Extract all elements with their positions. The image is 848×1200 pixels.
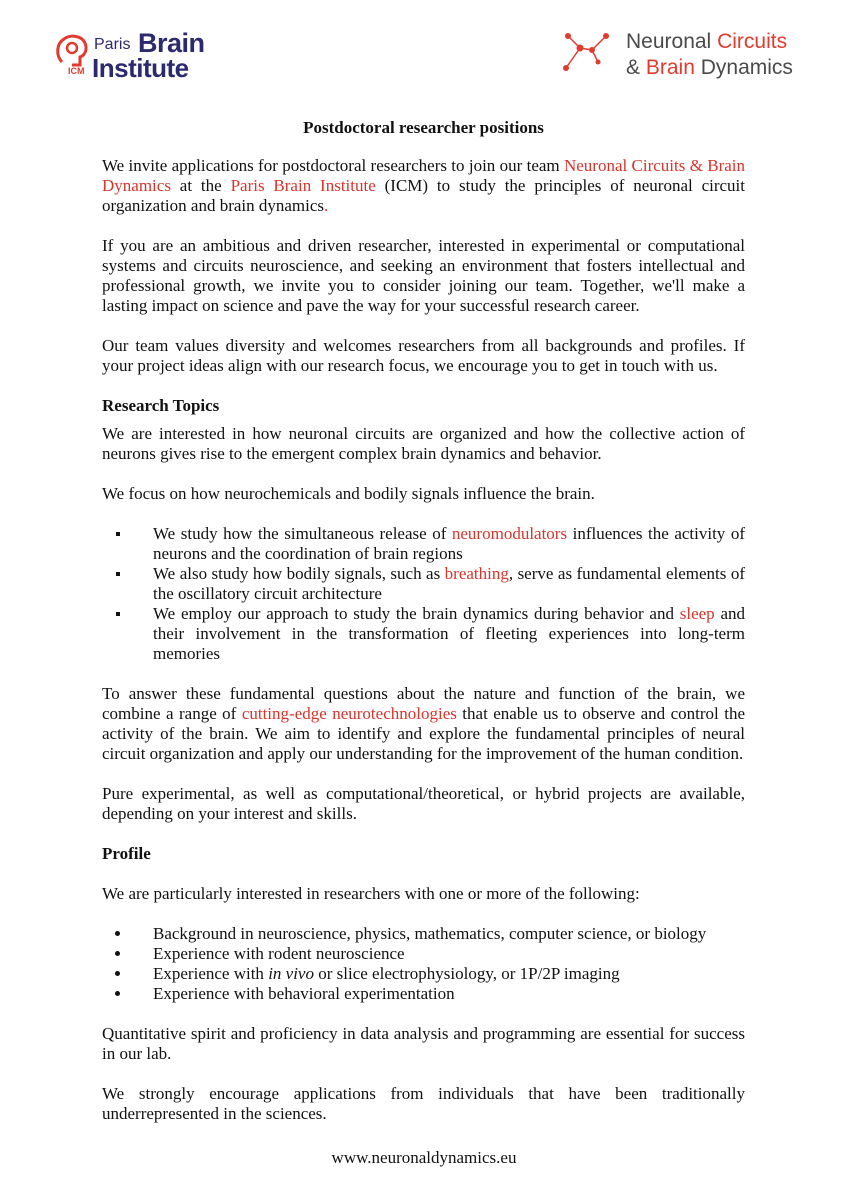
team-link[interactable]: Neuronal Circuits & Brain Dynamics [102, 156, 746, 195]
bullet-text: We study how the simultaneous release of [153, 524, 452, 543]
logo-text-paris: Paris [94, 36, 131, 53]
neuromodulators-link[interactable]: neuromodulators [451, 524, 568, 543]
list-item: Background in neuroscience, physics, mathematics, computer science, or biology [102, 924, 745, 944]
list-item [102, 964, 745, 984]
logo-word-amp: & [626, 56, 641, 79]
logo-word-circuits: Circuits [717, 30, 788, 53]
neuronal-circuits-logo [558, 26, 808, 82]
intro-text-1: We invite applications for postdoctoral researchers to join our team [102, 156, 564, 175]
profile-intro: We are particularly interested in researchers with one or more of the following: [102, 884, 640, 903]
profile-bullet-list [102, 924, 745, 1004]
research-paragraph-1: We are interested in how neuronal circuits are organized and how the collective action of neurons gives rise to the emergent complex brain dynamics and behavior. [102, 424, 745, 463]
logo-line-2 [626, 56, 793, 80]
page-title: Postdoctoral researcher positions [303, 118, 544, 137]
bullet-text: We employ our approach to study the brain dynamics during behavior and [153, 604, 680, 623]
logo-word-dynamics: Dynamics [700, 56, 793, 79]
ambition-paragraph: If you are an ambitious and driven researcher, interested in experimental or computational systems and circuits neuroscience, and seeking an environment that fosters intellectual and professional growth, we invite you to consider joining our team. Together, we'll make a lasting impact on science and pave the way for your successful research career. [102, 236, 745, 315]
intro-paragraph [102, 156, 745, 216]
diversity-paragraph: Our team values diversity and welcomes researchers from all backgrounds and profiles. If your project ideas align with our research focus, we encourage you to get in touch with us. [102, 336, 745, 375]
paris-brain-institute-logo [54, 26, 224, 82]
logo-line-1 [626, 30, 787, 54]
bullet-text: , serve as fundamental elements of the oscillatory circuit architecture [153, 564, 745, 603]
research-text: To answer these fundamental questions about the nature and function of the brain, we combine a range of [102, 684, 745, 723]
intro-text-2: at the [170, 176, 231, 195]
document-body [102, 118, 745, 1144]
profile-paragraph-2: We strongly encourage applications from individuals that have been traditionally underrepresented in the sciences. [102, 1084, 745, 1123]
profile-heading: Profile [102, 844, 151, 863]
bullet-text: Experience with [153, 964, 269, 983]
bullet-text: or slice electrophysiology, or 1P/2P imaging [313, 964, 620, 983]
bullet-text: We also study how bodily signals, such as [153, 564, 445, 583]
list-item [102, 604, 745, 664]
bullet-text: influences the activity of neurons and the coordination of brain regions [153, 524, 745, 563]
footer-website-link[interactable]: www.neuronaldynamics.eu [331, 1148, 517, 1167]
institute-link[interactable]: Paris Brain Institute [230, 176, 376, 195]
research-paragraph-4: Pure experimental, as well as computational/theoretical, or hybrid projects are available, depending on your interest and skills. [102, 784, 745, 823]
logo-word-brain: Brain [645, 56, 695, 79]
logo-text-icm: ICM [68, 66, 85, 76]
neurotechnologies-link[interactable]: cutting-edge neurotechnologies [241, 704, 457, 723]
research-topics-heading: Research Topics [102, 396, 220, 415]
list-item: Experience with rodent neuroscience [102, 944, 745, 964]
intro-text-3: (ICM) to study the principles of neuronal circuit organization and brain dynamics [102, 176, 745, 215]
list-item [102, 524, 745, 564]
neuron-network-icon [558, 28, 618, 78]
research-paragraph-2: We focus on how neurochemicals and bodily signals influence the brain. [102, 484, 595, 503]
profile-paragraph-1: Quantitative spirit and proficiency in data analysis and programming are essential for success in our lab. [102, 1024, 745, 1063]
list-item [102, 564, 745, 604]
sleep-link[interactable]: sleep [679, 604, 715, 623]
list-item: Experience with behavioral experimentation [102, 984, 745, 1004]
logo-text-brain: Brain [138, 28, 205, 58]
bullet-emphasis: in vivo [268, 964, 314, 983]
research-paragraph-3 [102, 684, 745, 764]
logo-text-institute: Institute [92, 53, 189, 83]
research-bullet-list [102, 524, 745, 664]
logo-word-neuronal: Neuronal [626, 30, 712, 53]
bullet-text: and their involvement in the transformation of fleeting experiences into long-term memories [153, 604, 746, 663]
research-text: that enable us to observe and control the activity of the brain. We aim to identify and explore the fundamental principles of neural circuit organization and apply our understanding for the improvement of the human condition. [102, 704, 745, 763]
intro-period: . [324, 196, 329, 215]
breathing-link[interactable]: breathing [444, 564, 509, 583]
